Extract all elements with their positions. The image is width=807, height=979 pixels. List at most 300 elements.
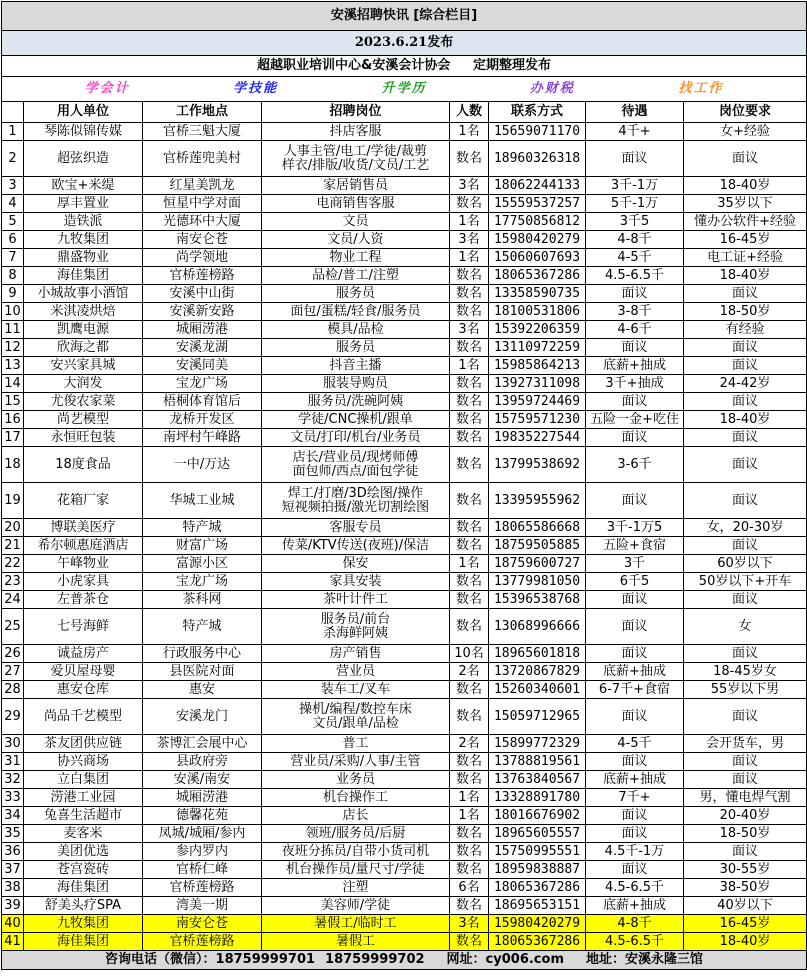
requirement-cell: 懂办公软件+经验 [684,213,807,231]
requirement-cell: 面议 [684,285,807,303]
position-cell: 营业员 [262,663,450,681]
count-cell: 数名 [450,447,489,483]
pay-cell: 4-8千 [586,915,684,933]
place-cell: 凤城/城厢/参内 [143,825,262,843]
place-cell: 安溪龙湖 [143,339,262,357]
requirement-cell: 18-50岁 [684,303,807,321]
company-cell: 尚艺模型 [24,411,143,429]
phone-cell: 13328891780 [489,789,586,807]
requirement-cell: 24-42岁 [684,375,807,393]
count-cell: 1名 [450,807,489,825]
pay-cell: 面议 [586,753,684,771]
table-row [2,249,807,267]
count-cell: 1名 [450,789,489,807]
pay-cell: 五险+食宿 [586,537,684,555]
row-number: 36 [2,843,24,861]
requirement-cell: 18-50岁 [684,825,807,843]
count-cell: 1名 [450,123,489,141]
row-number: 12 [2,339,24,357]
place-cell: 梧桐体育馆后 [143,393,262,411]
phone-cell: 18965601818 [489,645,586,663]
table-row [2,663,807,681]
table-row [2,123,807,141]
company-cell: 九牧集团 [24,915,143,933]
phone-cell: 13959724469 [489,393,586,411]
header-company: 用人单位 [24,102,143,123]
phone-cell: 17750856812 [489,213,586,231]
pay-cell: 面议 [586,699,684,735]
publisher-line: 超越职业培训中心&安溪会计协会 定期整理发布 [2,56,807,77]
company-cell: 18度食品 [24,447,143,483]
phone-cell: 18065367286 [489,267,586,285]
count-cell: 数名 [450,825,489,843]
requirement-cell: 面议 [684,645,807,663]
place-cell: 富源小区 [143,555,262,573]
slogan-item: 学技能 [233,81,279,96]
phone-cell: 13927311098 [489,375,586,393]
row-number: 30 [2,735,24,753]
table-row [2,825,807,843]
company-cell: 茶友团供应链 [24,735,143,753]
position-cell: 客服专员 [262,519,450,537]
company-cell: 兔喜生活超市 [24,807,143,825]
count-cell: 3名 [450,915,489,933]
slogan-item: 办财税 [529,81,575,96]
place-cell: 南坪村午峰路 [143,429,262,447]
table-row [2,609,807,645]
phone-cell: 18065586668 [489,519,586,537]
count-cell: 数名 [450,699,489,735]
requirement-cell: 面议 [684,141,807,177]
table-header [2,102,807,123]
pay-cell: 4-5千 [586,249,684,267]
table-row [2,231,807,249]
header-place: 工作地点 [143,102,262,123]
company-cell: 超弦织造 [24,141,143,177]
position-cell: 业务员 [262,771,450,789]
table-row [2,789,807,807]
count-cell: 2名 [450,735,489,753]
count-cell: 数名 [450,375,489,393]
company-cell: 小虎家具 [24,573,143,591]
table-row [2,519,807,537]
place-cell: 财富广场 [143,537,262,555]
position-cell: 家具安装 [262,573,450,591]
requirement-cell: 18-40岁 [684,177,807,195]
position-cell: 抖音主播 [262,357,450,375]
publish-date: 2023.6.21发布 [2,31,807,56]
phone-cell: 18065367286 [489,933,586,951]
row-number: 18 [2,447,24,483]
row-number: 10 [2,303,24,321]
requirement-cell: 面议 [684,753,807,771]
pay-cell: 3千-1万5 [586,519,684,537]
company-cell: 永恒旺包装 [24,429,143,447]
pay-cell: 7千+ [586,789,684,807]
requirement-cell: 女 [684,609,807,645]
pay-cell: 3-8千 [586,303,684,321]
requirement-cell: 面议 [684,393,807,411]
place-cell: 龙桥开发区 [143,411,262,429]
row-number: 4 [2,195,24,213]
place-cell: 官桥仁峰 [143,861,262,879]
requirement-cell: 有经验 [684,321,807,339]
place-cell: 茶博汇会展中心 [143,735,262,753]
phone-cell: 19835227544 [489,429,586,447]
count-cell: 数名 [450,393,489,411]
place-cell: 光德环中大厦 [143,213,262,231]
pay-cell: 5千-1万 [586,195,684,213]
table-row [2,753,807,771]
table-row [2,573,807,591]
website-link[interactable]: cy006.com [485,952,564,967]
row-number: 16 [2,411,24,429]
table-row [2,645,807,663]
place-cell: 宝龙广场 [143,375,262,393]
row-number: 29 [2,699,24,735]
pay-cell: 面议 [586,429,684,447]
count-cell: 数名 [450,519,489,537]
row-number: 41 [2,933,24,951]
position-cell: 暑假工/临时工 [262,915,450,933]
company-cell: 鼎盛物业 [24,249,143,267]
phone-cell: 13720867829 [489,663,586,681]
place-cell: 官桥莲榜路 [143,267,262,285]
address-text: 安溪永隆三馆 [625,952,704,967]
requirement-cell: 面议 [684,699,807,735]
pay-cell: 面议 [586,339,684,357]
pay-cell: 3-6千 [586,447,684,483]
phone-cell: 15750995551 [489,843,586,861]
table-row [2,699,807,735]
position-cell: 文员 [262,213,450,231]
phone-cell: 15060607693 [489,249,586,267]
requirement-cell: 60岁以下 [684,555,807,573]
table-row [2,843,807,861]
place-cell: 恒星中学对面 [143,195,262,213]
position-cell: 茶叶计件工 [262,591,450,609]
row-number: 39 [2,897,24,915]
requirement-cell: 18-40岁 [684,267,807,285]
phone-cell: 13358590735 [489,285,586,303]
count-cell: 数名 [450,303,489,321]
count-cell: 数名 [450,429,489,447]
position-cell: 操机/编程/数控车床 文员/跟单/品检 [262,699,450,735]
count-cell: 数名 [450,285,489,303]
phone-cell: 15396538768 [489,591,586,609]
table-row [2,735,807,753]
pay-cell: 面议 [586,807,684,825]
company-cell: 协兴商场 [24,753,143,771]
requirement-cell: 30-55岁 [684,861,807,879]
company-cell: 欧宝+米缇 [24,177,143,195]
company-cell: 海佳集团 [24,879,143,897]
requirement-cell: 女，20-30岁 [684,519,807,537]
table-row [2,897,807,915]
phone-cell: 18965605557 [489,825,586,843]
row-number: 5 [2,213,24,231]
place-cell: 城厢涝港 [143,321,262,339]
pay-cell: 底薪+抽成 [586,897,684,915]
table-row [2,303,807,321]
pay-cell: 面议 [586,483,684,519]
phone-cell: 18062244133 [489,177,586,195]
count-cell: 6名 [450,879,489,897]
phone-cell: 15899772329 [489,735,586,753]
row-number: 6 [2,231,24,249]
position-cell: 电商销售客服 [262,195,450,213]
row-number: 7 [2,249,24,267]
phone-cell: 15260340601 [489,681,586,699]
phone-cell: 13395955962 [489,483,586,519]
requirement-cell: 16-45岁 [684,915,807,933]
count-cell: 数名 [450,573,489,591]
place-cell: 行政服务中心 [143,645,262,663]
position-cell: 服务员/洗碗阿姨 [262,393,450,411]
count-cell: 数名 [450,771,489,789]
place-cell: 红星美凯龙 [143,177,262,195]
pay-cell: 面议 [586,861,684,879]
position-cell: 普工 [262,735,450,753]
count-cell: 数名 [450,591,489,609]
phone-cell: 18016676902 [489,807,586,825]
table-row [2,681,807,699]
position-cell: 服务员 [262,339,450,357]
phone-cell: 18695653151 [489,897,586,915]
phone-cell: 18100531806 [489,303,586,321]
place-cell: 惠安 [143,681,262,699]
table-row [2,771,807,789]
pay-cell: 3千 [586,555,684,573]
company-cell: 尤俊农家菜 [24,393,143,411]
position-cell: 文员/打印/机台/业务员 [262,429,450,447]
phone-number-2: 18759999702 [325,952,425,967]
job-table [1,1,807,970]
count-cell: 1名 [450,357,489,375]
row-number: 23 [2,573,24,591]
slogan-bar [2,77,807,102]
phone-number-1: 18759999701 [215,952,316,967]
company-cell: 午峰物业 [24,555,143,573]
footer-row [2,951,807,970]
pay-cell: 4.5-6.5千 [586,267,684,285]
position-cell: 装车工/叉车 [262,681,450,699]
pay-cell: 4-8千 [586,231,684,249]
row-number: 1 [2,123,24,141]
place-cell: 宝龙广场 [143,573,262,591]
company-cell: 苍宫瓷砖 [24,861,143,879]
row-number: 14 [2,375,24,393]
count-cell: 数名 [450,537,489,555]
table-row [2,555,807,573]
position-cell: 人事主管/电工/学徒/裁剪 样衣/排版/收货/文员/工艺 [262,141,450,177]
row-number: 32 [2,771,24,789]
pay-cell: 4千+ [586,123,684,141]
requirement-cell: 电工证+经验 [684,249,807,267]
sheet-title: 安溪招聘快讯 [综合栏目] [2,2,807,31]
place-cell: 茶科网 [143,591,262,609]
place-cell: 湾美一期 [143,897,262,915]
requirement-cell: 面议 [684,429,807,447]
pay-cell: 6千5 [586,573,684,591]
count-cell: 10名 [450,645,489,663]
company-cell: 美团优选 [24,843,143,861]
place-cell: 官桥莲榜路 [143,879,262,897]
company-cell: 海佳集团 [24,267,143,285]
table-row [2,861,807,879]
phone-label: 咨询电话（微信）： [105,952,216,967]
place-cell: 南安仑苍 [143,915,262,933]
company-cell: 海佳集团 [24,933,143,951]
row-number: 21 [2,537,24,555]
company-cell: 造铁派 [24,213,143,231]
company-cell: 麦客米 [24,825,143,843]
requirement-cell: 女+经验 [684,123,807,141]
table-row [2,195,807,213]
position-cell: 暑假工 [262,933,450,951]
table-row [2,141,807,177]
header-requirement: 岗位要求 [684,102,807,123]
phone-cell: 15980420279 [489,231,586,249]
pay-cell: 面议 [586,645,684,663]
requirement-cell: 面议 [684,483,807,519]
place-cell: 一中/万达 [143,447,262,483]
company-cell: 诚益房产 [24,645,143,663]
phone-cell: 18759505885 [489,537,586,555]
place-cell: 安溪/南安 [143,771,262,789]
requirement-cell: 面议 [684,591,807,609]
position-cell: 服装导购员 [262,375,450,393]
table-row [2,447,807,483]
address-label: 地址： [586,952,626,967]
pay-cell: 6-7千+食宿 [586,681,684,699]
table-row [2,591,807,609]
row-number: 25 [2,609,24,645]
requirement-cell: 面议 [684,447,807,483]
pay-cell: 面议 [586,825,684,843]
row-number: 20 [2,519,24,537]
place-cell: 南安仑苍 [143,231,262,249]
row-number: 40 [2,915,24,933]
pay-cell: 面议 [586,591,684,609]
row-number: 2 [2,141,24,177]
company-cell: 爱贝屋母婴 [24,663,143,681]
pay-cell: 4-5千 [586,735,684,753]
pay-cell: 面议 [586,609,684,645]
position-cell: 焊工/打磨/3D绘图/操作 短视频拍摄/激光切割绘图 [262,483,450,519]
pay-cell: 底薪+抽成 [586,771,684,789]
pay-cell: 面议 [586,141,684,177]
place-cell: 县医院对面 [143,663,262,681]
phone-cell: 13763840567 [489,771,586,789]
place-cell: 华城工业城 [143,483,262,519]
place-cell: 特产城 [143,609,262,645]
phone-cell: 15392206359 [489,321,586,339]
company-cell: 舒美头疗SPA [24,897,143,915]
phone-cell: 18959838887 [489,861,586,879]
row-number: 33 [2,789,24,807]
row-number: 35 [2,825,24,843]
place-cell: 官桥莲榜路 [143,933,262,951]
pay-cell: 4.5千-1万 [586,843,684,861]
company-cell: 涝港工业园 [24,789,143,807]
header-phone: 联系方式 [489,102,586,123]
table-row [2,285,807,303]
table-row [2,429,807,447]
header-count: 人数 [450,102,489,123]
slogan-item: 升学历 [381,81,427,96]
position-cell: 机台操作工 [262,789,450,807]
place-cell: 官桥莲兜美村 [143,141,262,177]
position-cell: 夜班分拣员/自带小货司机 [262,843,450,861]
position-cell: 文员/人资 [262,231,450,249]
slogan-item: 找工作 [678,81,724,96]
requirement-cell: 18-40岁 [684,933,807,951]
company-cell: 安兴家具城 [24,357,143,375]
row-number: 37 [2,861,24,879]
count-cell: 数名 [450,933,489,951]
row-number: 9 [2,285,24,303]
count-cell: 数名 [450,141,489,177]
count-cell: 数名 [450,609,489,645]
position-cell: 美容师/学徒 [262,897,450,915]
requirement-cell: 50岁以下+开车 [684,573,807,591]
pay-cell: 底薪+抽成 [586,663,684,681]
position-cell: 面包/蛋糕/轻食/服务员 [262,303,450,321]
count-cell: 2名 [450,663,489,681]
table-row [2,357,807,375]
row-number: 8 [2,267,24,285]
count-cell: 3名 [450,321,489,339]
phone-cell: 15985864213 [489,357,586,375]
requirement-cell: 18-40岁 [684,411,807,429]
place-cell: 城厢涝港 [143,789,262,807]
header-pay: 待遇 [586,102,684,123]
requirement-cell: 面议 [684,537,807,555]
position-cell: 抖店客服 [262,123,450,141]
count-cell: 数名 [450,843,489,861]
place-cell: 官桥三魁大厦 [143,123,262,141]
company-cell: 花箱厂家 [24,483,143,519]
row-number: 19 [2,483,24,519]
position-cell: 服务员/前台 杀海鲜阿姨 [262,609,450,645]
place-cell: 尚学领地 [143,249,262,267]
requirement-cell: 16-45岁 [684,231,807,249]
pay-cell: 3千+抽成 [586,375,684,393]
position-cell: 店长/营业员/现烤师傅 面包师/西点/面包学徒 [262,447,450,483]
position-cell: 注塑 [262,879,450,897]
count-cell: 1名 [450,213,489,231]
header-no [2,102,24,123]
header-position: 招聘岗位 [262,102,450,123]
pay-cell: 面议 [586,285,684,303]
phone-cell: 15559537257 [489,195,586,213]
phone-cell: 13110972259 [489,339,586,357]
table-row [2,321,807,339]
table-row [2,267,807,285]
company-cell: 九牧集团 [24,231,143,249]
count-cell: 数名 [450,411,489,429]
company-cell: 尚品千艺模型 [24,699,143,735]
place-cell: 安溪龙门 [143,699,262,735]
count-cell: 1名 [450,555,489,573]
company-cell: 立白集团 [24,771,143,789]
website-label: 网址： [446,952,486,967]
place-cell: 特产城 [143,519,262,537]
phone-cell: 18759600727 [489,555,586,573]
phone-cell: 13788819561 [489,753,586,771]
slogan-item: 学会计 [84,81,130,96]
